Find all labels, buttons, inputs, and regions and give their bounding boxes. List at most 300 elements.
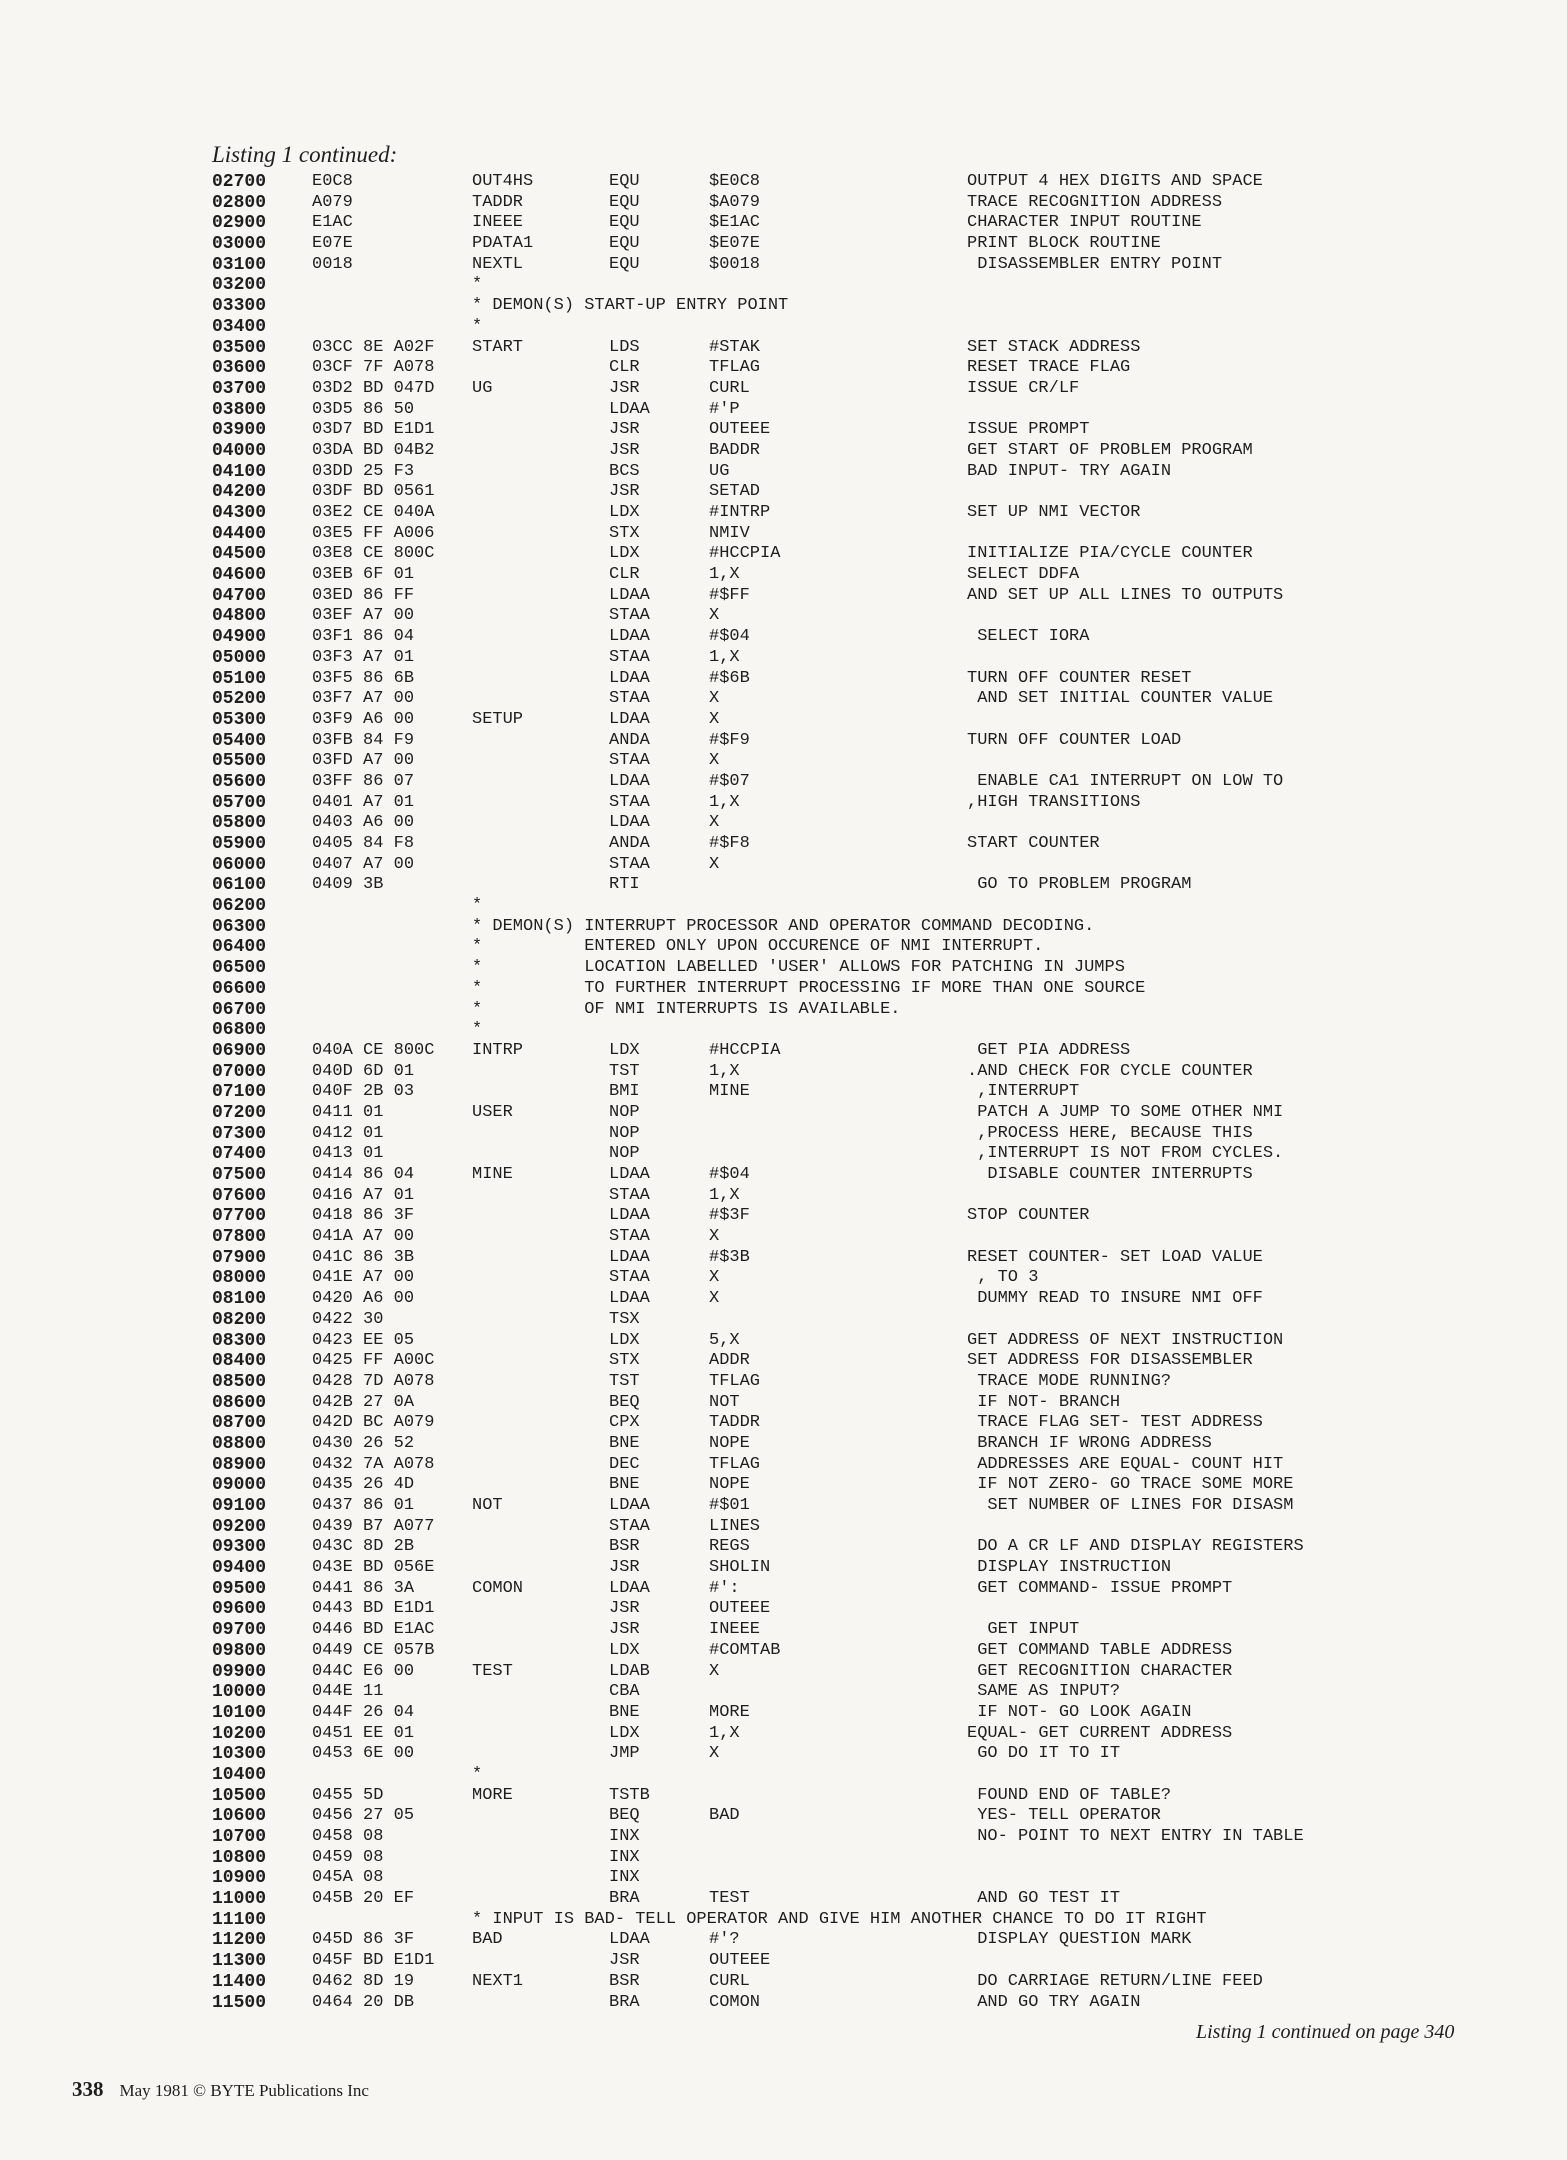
line-number: 06500 bbox=[212, 958, 267, 979]
address-code: 040A CE 800C bbox=[312, 1040, 435, 1060]
line-number: 07000 bbox=[212, 1061, 267, 1082]
line-number: 11500 bbox=[212, 1992, 267, 2013]
address-code: 041C 86 3B bbox=[312, 1247, 415, 1267]
line-number: 05600 bbox=[212, 771, 267, 792]
listing-line bbox=[212, 193, 1372, 214]
comment-text: INITIALIZE PIA/CYCLE COUNTER bbox=[967, 544, 1253, 564]
comment-text: ENABLE CA1 INTERRUPT ON LOW TO bbox=[967, 771, 1284, 791]
listing-line bbox=[212, 1434, 1372, 1455]
listing-line bbox=[212, 834, 1372, 855]
address-code: 044E 11 bbox=[312, 1682, 384, 1702]
remark-text: * bbox=[472, 1020, 483, 1040]
listing-line bbox=[212, 420, 1372, 441]
address-code: 044F 26 04 bbox=[312, 1702, 415, 1722]
listing-line bbox=[212, 1682, 1372, 1703]
listing-line bbox=[212, 338, 1372, 359]
operand-text: OUTEEE bbox=[709, 1599, 771, 1619]
continuation-note: Listing 1 continued on page 340 bbox=[1196, 2021, 1455, 2043]
address-code: 03EB 6F 01 bbox=[312, 565, 415, 585]
opcode-text: LDAA bbox=[609, 709, 650, 729]
address-code: A079 bbox=[312, 192, 353, 212]
line-number: 03200 bbox=[212, 275, 267, 296]
operand-text: NOPE bbox=[709, 1475, 750, 1495]
opcode-text: EQU bbox=[609, 192, 640, 212]
remark-text: * DEMON(S) INTERRUPT PROCESSOR AND OPERATOR COMMAND DECODING. bbox=[472, 916, 1095, 936]
opcode-text: NOP bbox=[609, 1102, 640, 1122]
line-number: 10500 bbox=[212, 1785, 267, 1806]
label-text: START bbox=[472, 337, 524, 357]
address-code: 0451 EE 01 bbox=[312, 1723, 415, 1743]
opcode-text: LDAA bbox=[609, 399, 650, 419]
label-text: NOT bbox=[472, 1496, 503, 1515]
listing-line bbox=[212, 358, 1372, 379]
listing-line bbox=[212, 172, 1372, 193]
listing-line bbox=[212, 772, 1372, 793]
operand-text: NMIV bbox=[709, 523, 750, 543]
comment-text: RESET COUNTER- SET LOAD VALUE bbox=[967, 1247, 1263, 1267]
operand-text: 1,X bbox=[709, 1185, 740, 1205]
opcode-text: LDAA bbox=[609, 1247, 650, 1267]
label-text: NEXT1 bbox=[472, 1971, 524, 1991]
operand-text: #COMTAB bbox=[709, 1640, 781, 1660]
address-code: 03E5 FF A006 bbox=[312, 523, 435, 543]
line-number: 10900 bbox=[212, 1868, 267, 1889]
listing-line bbox=[212, 317, 1372, 338]
listing-line bbox=[212, 1724, 1372, 1745]
comment-text: TRACE MODE RUNNING? bbox=[967, 1371, 1172, 1391]
line-number: 09400 bbox=[212, 1558, 267, 1579]
listing-line bbox=[212, 1475, 1372, 1496]
listing-line bbox=[212, 958, 1372, 979]
address-code: 041E A7 00 bbox=[312, 1268, 415, 1288]
comment-text: TRACE RECOGNITION ADDRESS bbox=[967, 192, 1223, 212]
operand-text: BAD bbox=[709, 1806, 740, 1826]
address-code: 0455 5D bbox=[312, 1785, 384, 1805]
listing-line bbox=[212, 648, 1372, 669]
opcode-text: BCS bbox=[609, 461, 640, 481]
line-number: 02700 bbox=[212, 172, 267, 192]
comment-text: SET STACK ADDRESS bbox=[967, 337, 1141, 357]
comment-text: DISPLAY QUESTION MARK bbox=[967, 1930, 1192, 1950]
line-number: 09800 bbox=[212, 1640, 267, 1661]
address-code: 03DA BD 04B2 bbox=[312, 440, 435, 460]
comment-text: EQUAL- GET CURRENT ADDRESS bbox=[967, 1723, 1233, 1743]
opcode-text: BNE bbox=[609, 1475, 640, 1495]
listing-line bbox=[212, 1144, 1372, 1165]
operand-text: TFLAG bbox=[709, 358, 761, 378]
address-code: 0401 A7 01 bbox=[312, 792, 415, 812]
line-number: 05800 bbox=[212, 813, 267, 834]
address-code: 043C 8D 2B bbox=[312, 1537, 415, 1557]
opcode-text: STX bbox=[609, 523, 640, 543]
opcode-text: STAA bbox=[609, 792, 650, 812]
listing-line bbox=[212, 379, 1372, 400]
address-code: 0403 A6 00 bbox=[312, 813, 415, 833]
line-number: 06100 bbox=[212, 875, 267, 896]
line-number: 10300 bbox=[212, 1744, 267, 1765]
operand-text: #$3F bbox=[709, 1206, 750, 1226]
comment-text: DISASSEMBLER ENTRY POINT bbox=[967, 254, 1223, 274]
opcode-text: TSX bbox=[609, 1309, 640, 1329]
opcode-text: NOP bbox=[609, 1144, 640, 1164]
listing-line bbox=[212, 296, 1372, 317]
line-number: 09900 bbox=[212, 1661, 267, 1682]
line-number: 09500 bbox=[212, 1578, 267, 1599]
address-code: 03E2 CE 040A bbox=[312, 503, 435, 522]
listing-line bbox=[212, 1599, 1372, 1620]
address-code: 041A A7 00 bbox=[312, 1227, 415, 1247]
listing-line bbox=[212, 1413, 1372, 1434]
opcode-text: BEQ bbox=[609, 1392, 640, 1412]
operand-text: #INTRP bbox=[709, 503, 771, 522]
operand-text: UG bbox=[709, 461, 730, 481]
listing-line bbox=[212, 1268, 1372, 1289]
address-code: 0413 01 bbox=[312, 1144, 384, 1164]
operand-text: SETAD bbox=[709, 482, 761, 502]
comment-text: IF NOT- GO LOOK AGAIN bbox=[967, 1702, 1192, 1722]
comment-text: AND SET UP ALL LINES TO OUTPUTS bbox=[967, 585, 1284, 605]
page-footer bbox=[72, 2077, 369, 2102]
label-text: INEEE bbox=[472, 213, 524, 233]
listing-line bbox=[212, 1579, 1372, 1600]
line-number: 04400 bbox=[212, 523, 267, 544]
address-code: E07E bbox=[312, 234, 353, 254]
line-number: 03400 bbox=[212, 316, 267, 337]
comment-text: SAME AS INPUT? bbox=[967, 1682, 1121, 1702]
line-number: 08400 bbox=[212, 1351, 267, 1372]
opcode-text: STAA bbox=[609, 751, 650, 771]
opcode-text: STAA bbox=[609, 1268, 650, 1288]
address-code: 0449 CE 057B bbox=[312, 1640, 435, 1660]
line-number: 09100 bbox=[212, 1496, 267, 1516]
address-code: 0407 A7 00 bbox=[312, 854, 415, 874]
operand-text: $0018 bbox=[709, 254, 761, 274]
line-number: 10000 bbox=[212, 1682, 267, 1703]
operand-text: #$07 bbox=[709, 771, 750, 791]
address-code: 03CC 8E A02F bbox=[312, 337, 435, 357]
address-code: 0443 BD E1D1 bbox=[312, 1599, 435, 1619]
operand-text: #$F8 bbox=[709, 834, 750, 853]
opcode-text: LDAA bbox=[609, 1930, 650, 1950]
listing-line bbox=[212, 1310, 1372, 1331]
comment-text: GET INPUT bbox=[967, 1620, 1080, 1640]
opcode-text: EQU bbox=[609, 172, 640, 191]
address-code: E1AC bbox=[312, 213, 353, 233]
opcode-text: BNE bbox=[609, 1702, 640, 1722]
operand-text: SHOLIN bbox=[709, 1558, 771, 1578]
opcode-text: BRA bbox=[609, 1889, 640, 1909]
operand-text: #': bbox=[709, 1578, 740, 1598]
line-number: 05300 bbox=[212, 709, 267, 730]
comment-text: AND GO TEST IT bbox=[967, 1889, 1121, 1909]
remark-text: * TO FURTHER INTERRUPT PROCESSING IF MORE THAN ONE SOURCE bbox=[472, 978, 1146, 998]
operand-text: INEEE bbox=[709, 1620, 761, 1640]
address-code: 0437 86 01 bbox=[312, 1496, 415, 1515]
address-code: 03FD A7 00 bbox=[312, 751, 415, 771]
line-number: 10800 bbox=[212, 1847, 267, 1868]
opcode-text: TST bbox=[609, 1061, 640, 1081]
listing-line bbox=[212, 1620, 1372, 1641]
operand-text: $E07E bbox=[709, 234, 761, 254]
line-number: 07300 bbox=[212, 1123, 267, 1144]
listing-line bbox=[212, 751, 1372, 772]
listing-line bbox=[212, 1455, 1372, 1476]
listing-line bbox=[212, 1889, 1372, 1910]
opcode-text: LDX bbox=[609, 1330, 640, 1350]
line-number: 03300 bbox=[212, 296, 267, 317]
opcode-text: ANDA bbox=[609, 834, 650, 853]
listing-line bbox=[212, 565, 1372, 586]
label-text: TEST bbox=[472, 1661, 513, 1681]
comment-text: AND SET INITIAL COUNTER VALUE bbox=[967, 689, 1274, 709]
operand-text: #'? bbox=[709, 1930, 740, 1950]
address-code: 0439 B7 A077 bbox=[312, 1516, 435, 1536]
comment-text: STOP COUNTER bbox=[967, 1206, 1090, 1226]
listing-line bbox=[212, 1372, 1372, 1393]
opcode-text: NOP bbox=[609, 1123, 640, 1143]
listing-line bbox=[212, 462, 1372, 483]
line-number: 06200 bbox=[212, 896, 267, 917]
comment-text: GO DO IT TO IT bbox=[967, 1744, 1121, 1764]
address-code: 0464 20 DB bbox=[312, 1992, 415, 2012]
line-number: 06700 bbox=[212, 999, 267, 1020]
listing-line bbox=[212, 1993, 1372, 2014]
line-number: 09200 bbox=[212, 1516, 267, 1537]
comment-text: IF NOT- BRANCH bbox=[967, 1392, 1121, 1412]
opcode-text: JSR bbox=[609, 482, 640, 502]
operand-text: X bbox=[709, 813, 720, 833]
line-number: 11200 bbox=[212, 1930, 267, 1951]
operand-text: OUTEEE bbox=[709, 1951, 771, 1971]
opcode-text: INX bbox=[609, 1847, 640, 1867]
listing-line bbox=[212, 627, 1372, 648]
address-code: 0459 08 bbox=[312, 1847, 384, 1867]
remark-text: * bbox=[472, 275, 483, 295]
operand-text: X bbox=[709, 1744, 720, 1764]
label-text: TADDR bbox=[472, 192, 524, 212]
comment-text: DISABLE COUNTER INTERRUPTS bbox=[967, 1165, 1253, 1184]
opcode-text: CBA bbox=[609, 1682, 640, 1702]
opcode-text: STAA bbox=[609, 1227, 650, 1247]
operand-text: X bbox=[709, 1289, 720, 1309]
comment-text: SELECT DDFA bbox=[967, 565, 1080, 585]
comment-text: .AND CHECK FOR CYCLE COUNTER bbox=[967, 1061, 1253, 1081]
comment-text: BAD INPUT- TRY AGAIN bbox=[967, 461, 1172, 481]
opcode-text: BSR bbox=[609, 1537, 640, 1557]
opcode-text: LDAA bbox=[609, 771, 650, 791]
comment-text: ,INTERRUPT IS NOT FROM CYCLES. bbox=[967, 1144, 1284, 1164]
operand-text: 1,X bbox=[709, 565, 740, 585]
address-code: 0462 8D 19 bbox=[312, 1971, 415, 1991]
comment-text: GO TO PROBLEM PROGRAM bbox=[967, 875, 1192, 895]
line-number: 07800 bbox=[212, 1227, 267, 1248]
operand-text: #$FF bbox=[709, 585, 750, 605]
operand-text: 1,X bbox=[709, 647, 740, 667]
line-number: 03100 bbox=[212, 254, 267, 275]
opcode-text: BNE bbox=[609, 1433, 640, 1453]
operand-text: TFLAG bbox=[709, 1454, 761, 1474]
operand-text: TFLAG bbox=[709, 1371, 761, 1391]
listing-line bbox=[212, 441, 1372, 462]
address-code: 0416 A7 01 bbox=[312, 1185, 415, 1205]
operand-text: LINES bbox=[709, 1516, 761, 1536]
operand-text: X bbox=[709, 854, 720, 874]
address-code: 0425 FF A00C bbox=[312, 1351, 435, 1371]
operand-text: X bbox=[709, 689, 720, 709]
line-number: 05200 bbox=[212, 689, 267, 710]
listing-line bbox=[212, 275, 1372, 296]
listing-line bbox=[212, 1517, 1372, 1538]
line-number: 09700 bbox=[212, 1620, 267, 1641]
opcode-text: LDX bbox=[609, 1640, 640, 1660]
listing-line bbox=[212, 1868, 1372, 1889]
address-code: 0411 01 bbox=[312, 1102, 384, 1122]
line-number: 03500 bbox=[212, 337, 267, 358]
opcode-text: LDAA bbox=[609, 1578, 650, 1598]
operand-text: TEST bbox=[709, 1889, 750, 1909]
address-code: 0423 EE 05 bbox=[312, 1330, 415, 1350]
comment-text: PRINT BLOCK ROUTINE bbox=[967, 234, 1161, 254]
listing-line bbox=[212, 855, 1372, 876]
comment-text: GET PIA ADDRESS bbox=[967, 1040, 1131, 1060]
operand-text: BADDR bbox=[709, 440, 761, 460]
operand-text: X bbox=[709, 606, 720, 626]
opcode-text: JMP bbox=[609, 1744, 640, 1764]
listing-line bbox=[212, 1662, 1372, 1683]
opcode-text: LDAA bbox=[609, 668, 650, 688]
comment-text: DO CARRIAGE RETURN/LINE FEED bbox=[967, 1971, 1263, 1991]
opcode-text: BRA bbox=[609, 1992, 640, 2012]
listing-line bbox=[212, 1786, 1372, 1807]
comment-text: GET ADDRESS OF NEXT INSTRUCTION bbox=[967, 1330, 1284, 1350]
line-number: 04900 bbox=[212, 627, 267, 648]
comment-text: AND GO TRY AGAIN bbox=[967, 1992, 1141, 2012]
address-code: 03DF BD 0561 bbox=[312, 482, 435, 502]
remark-text: * bbox=[472, 316, 483, 336]
label-text: NEXTL bbox=[472, 254, 524, 274]
opcode-text: DEC bbox=[609, 1454, 640, 1474]
remark-text: * bbox=[472, 1764, 483, 1784]
address-code: 0430 26 52 bbox=[312, 1433, 415, 1453]
line-number: 04600 bbox=[212, 565, 267, 586]
line-number: 07500 bbox=[212, 1165, 267, 1185]
line-number: 07700 bbox=[212, 1206, 267, 1227]
line-number: 06000 bbox=[212, 854, 267, 875]
listing-line bbox=[212, 544, 1372, 565]
line-number: 06800 bbox=[212, 1020, 267, 1041]
operand-text: X bbox=[709, 1268, 720, 1288]
opcode-text: JSR bbox=[609, 1951, 640, 1971]
comment-text: ADDRESSES ARE EQUAL- COUNT HIT bbox=[967, 1454, 1284, 1474]
line-number: 03900 bbox=[212, 420, 267, 441]
comment-text: ,HIGH TRANSITIONS bbox=[967, 792, 1141, 812]
line-number: 07100 bbox=[212, 1082, 267, 1103]
listing-line bbox=[212, 586, 1372, 607]
line-number: 04500 bbox=[212, 544, 267, 565]
opcode-text: EQU bbox=[609, 234, 640, 254]
opcode-text: JSR bbox=[609, 1558, 640, 1578]
address-code: 0405 84 F8 bbox=[312, 834, 415, 853]
comment-text: GET COMMAND- ISSUE PROMPT bbox=[967, 1578, 1233, 1598]
opcode-text: LDAA bbox=[609, 1289, 650, 1309]
address-code: 0422 30 bbox=[312, 1309, 384, 1329]
operand-text: #$04 bbox=[709, 627, 750, 647]
operand-text: #HCCPIA bbox=[709, 544, 781, 564]
opcode-text: CLR bbox=[609, 358, 640, 378]
listing-line bbox=[212, 1703, 1372, 1724]
operand-text: CURL bbox=[709, 378, 750, 398]
line-number: 06900 bbox=[212, 1040, 267, 1061]
listing-line bbox=[212, 1124, 1372, 1145]
address-code: 0446 BD E1AC bbox=[312, 1620, 435, 1640]
comment-text: RESET TRACE FLAG bbox=[967, 358, 1131, 378]
operand-text: #$F9 bbox=[709, 730, 750, 750]
listing-line bbox=[212, 979, 1372, 1000]
address-code: 045B 20 EF bbox=[312, 1889, 415, 1909]
operand-text: OUTEEE bbox=[709, 420, 771, 440]
address-code: 045F BD E1D1 bbox=[312, 1951, 435, 1971]
opcode-text: JSR bbox=[609, 420, 640, 440]
opcode-text: RTI bbox=[609, 875, 640, 895]
address-code: 0458 08 bbox=[312, 1827, 384, 1846]
line-number: 08700 bbox=[212, 1413, 267, 1434]
label-text: SETUP bbox=[472, 709, 524, 729]
remark-text: * LOCATION LABELLED 'USER' ALLOWS FOR PATCHING IN JUMPS bbox=[472, 958, 1125, 978]
listing-line bbox=[212, 1206, 1372, 1227]
line-number: 11400 bbox=[212, 1971, 267, 1992]
listing-line bbox=[212, 1558, 1372, 1579]
line-number: 11000 bbox=[212, 1889, 267, 1910]
address-code: 0409 3B bbox=[312, 875, 384, 895]
address-code: 03E8 CE 800C bbox=[312, 544, 435, 564]
line-number: 08000 bbox=[212, 1268, 267, 1289]
line-number: 05400 bbox=[212, 730, 267, 751]
listing-line bbox=[212, 1331, 1372, 1352]
comment-text: ,INTERRUPT bbox=[967, 1082, 1080, 1102]
line-number: 04000 bbox=[212, 440, 267, 461]
comment-text: SET UP NMI VECTOR bbox=[967, 503, 1141, 522]
opcode-text: LDX bbox=[609, 544, 640, 564]
listing-line bbox=[212, 400, 1372, 421]
label-text: INTRP bbox=[472, 1040, 524, 1060]
listing-line bbox=[212, 1806, 1372, 1827]
line-number: 11300 bbox=[212, 1951, 267, 1972]
address-code: 03EF A7 00 bbox=[312, 606, 415, 626]
line-number: 10700 bbox=[212, 1827, 267, 1847]
address-code: 0412 01 bbox=[312, 1123, 384, 1143]
listing-line bbox=[212, 1951, 1372, 1972]
operand-text: TADDR bbox=[709, 1413, 761, 1433]
listing-line bbox=[212, 793, 1372, 814]
listing-line bbox=[212, 1020, 1372, 1041]
remark-text: * OF NMI INTERRUPTS IS AVAILABLE. bbox=[472, 999, 901, 1019]
opcode-text: TSTB bbox=[609, 1785, 650, 1805]
comment-text: NO- POINT TO NEXT ENTRY IN TABLE bbox=[967, 1827, 1304, 1846]
comment-text: ,PROCESS HERE, BECAUSE THIS bbox=[967, 1123, 1253, 1143]
operand-text: $E1AC bbox=[709, 213, 761, 233]
listing-line bbox=[212, 1103, 1372, 1124]
comment-text: TURN OFF COUNTER LOAD bbox=[967, 730, 1182, 750]
line-number: 08300 bbox=[212, 1330, 267, 1351]
address-code: 03CF 7F A078 bbox=[312, 358, 435, 378]
address-code: 042B 27 0A bbox=[312, 1392, 415, 1412]
address-code: 03F7 A7 00 bbox=[312, 689, 415, 709]
listing-line bbox=[212, 1227, 1372, 1248]
line-number: 04800 bbox=[212, 606, 267, 627]
address-code: 0456 27 05 bbox=[312, 1806, 415, 1826]
opcode-text: CLR bbox=[609, 565, 640, 585]
line-number: 03800 bbox=[212, 399, 267, 420]
